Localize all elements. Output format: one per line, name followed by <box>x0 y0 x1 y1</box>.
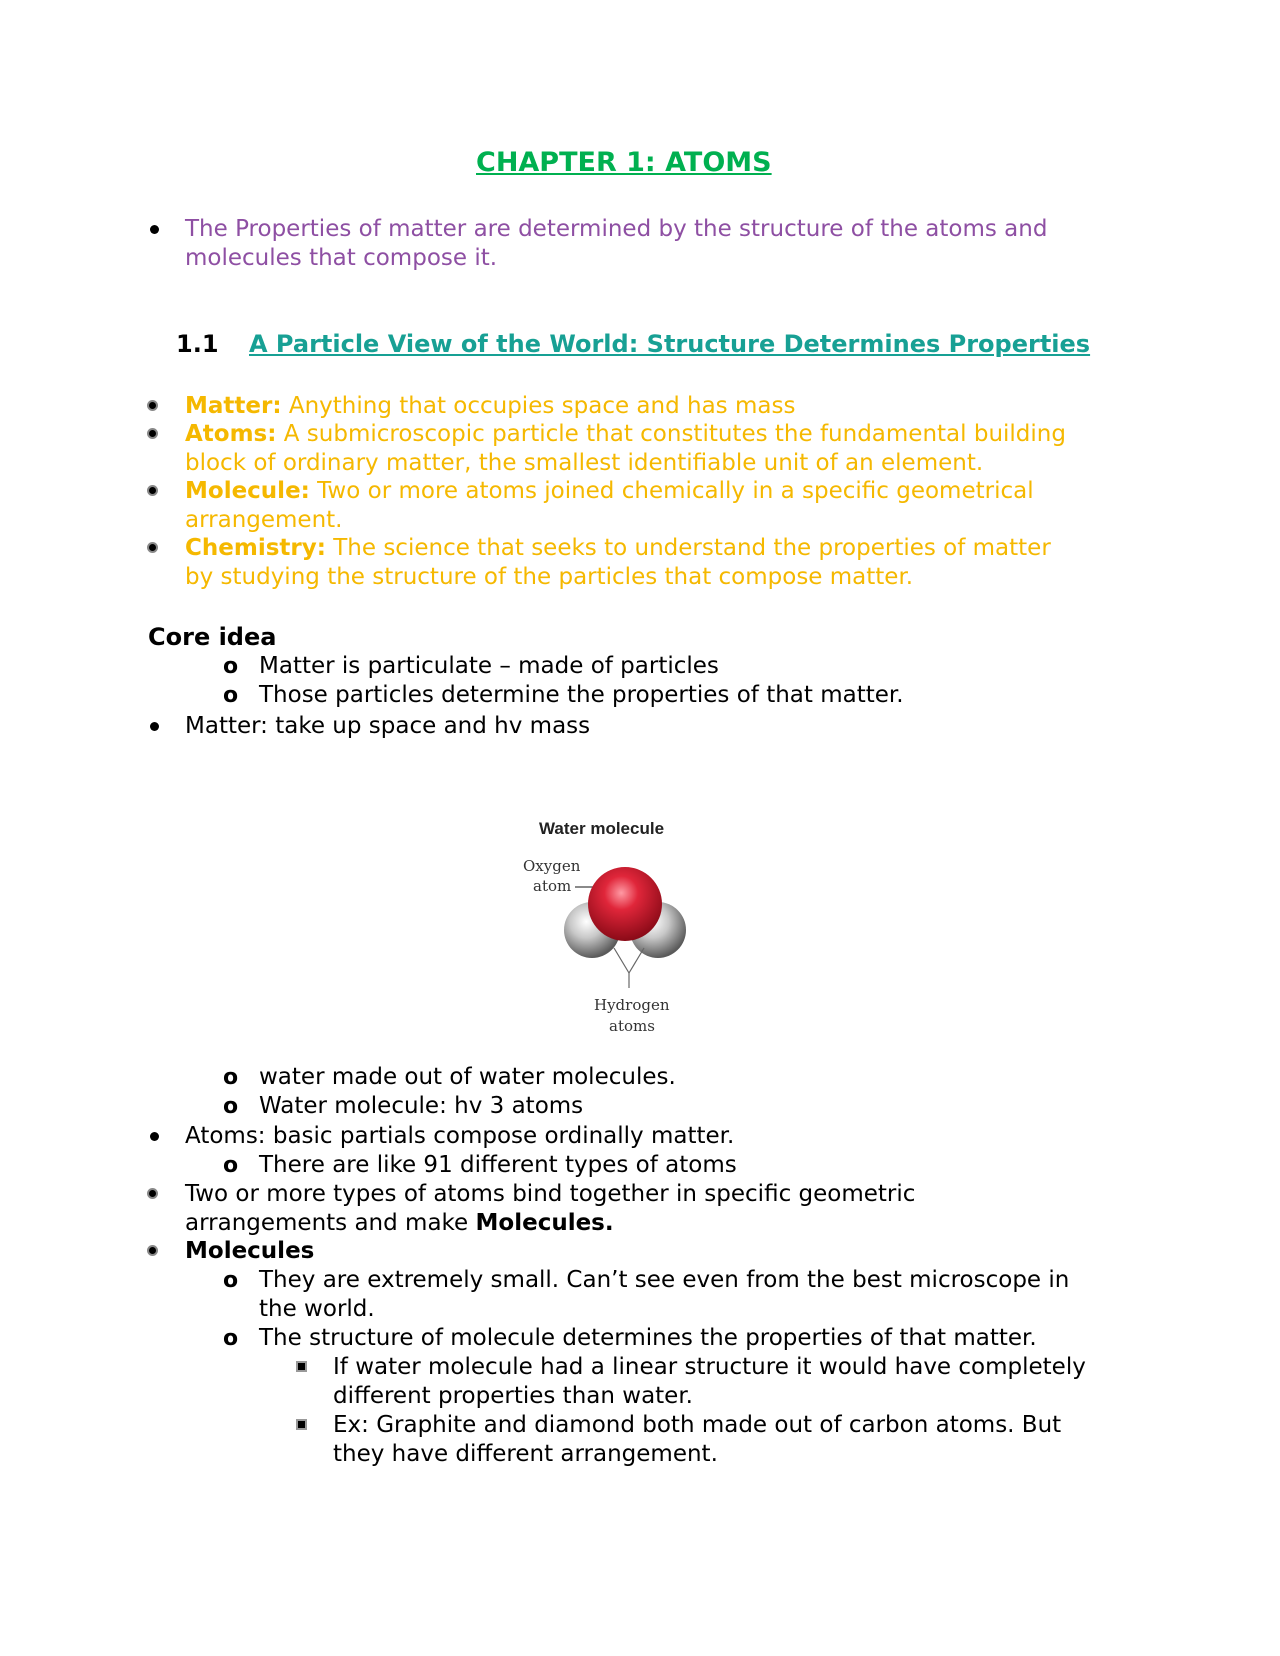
bullet-square <box>298 1363 305 1370</box>
section-number: 1.1 <box>176 330 219 358</box>
core-bullet: Matter: take up space and hv mass <box>185 713 591 739</box>
definition-chemistry <box>185 534 1051 563</box>
molecules-sq-1-cont: different properties than water. <box>333 1383 693 1409</box>
molecules-sq-1: If water molecule had a linear structure it would have completely <box>333 1354 1086 1380</box>
bullet-square <box>298 1421 305 1428</box>
definition-atoms <box>185 420 1066 449</box>
note-bind-line-2 <box>185 1209 614 1238</box>
bullet-o: o <box>223 1268 239 1293</box>
bullet-o: o <box>223 1094 239 1119</box>
figure-title: Water molecule <box>539 819 665 838</box>
bullet-dot <box>150 225 159 234</box>
bullet-ring <box>149 1190 156 1197</box>
note-water-1: water made out of water molecules. <box>259 1064 676 1090</box>
bullet-dot <box>150 1132 159 1141</box>
hydrogen-label: Hydrogen <box>594 996 670 1014</box>
oxygen-label-atom: atom <box>533 877 572 895</box>
note-atoms-sub: There are like 91 different types of atoms <box>259 1152 737 1178</box>
bullet-o: o <box>223 654 239 679</box>
bullet-ring <box>149 430 156 437</box>
molecules-sub-1: They are extremely small. Can’t see even from the best microscope in <box>259 1267 1070 1293</box>
definition-chemistry-cont: by studying the structure of the particles that compose matter. <box>185 564 914 590</box>
definition-text: A submicroscopic particle that constitutes the fundamental building <box>276 421 1066 447</box>
definition-term: Matter: <box>185 393 282 419</box>
hydrogen-label-atoms: atoms <box>609 1017 655 1035</box>
definition-molecule-cont: arrangement. <box>185 507 343 533</box>
core-item-2: Those particles determine the properties of that matter. <box>259 682 904 708</box>
definition-text: Anything that occupies space and has mass <box>281 393 796 419</box>
definition-text: The science that seeks to understand the properties of matter <box>325 535 1051 561</box>
molecules-sq-2-cont: they have different arrangement. <box>333 1441 718 1467</box>
note-bind-line-1: Two or more types of atoms bind together in specific geometric <box>185 1181 916 1207</box>
note-atoms: Atoms: basic partials compose ordinally matter. <box>185 1123 735 1149</box>
bullet-o: o <box>223 683 239 708</box>
bullet-ring <box>149 544 156 551</box>
definition-term: Chemistry: <box>185 535 326 561</box>
bullet-o: o <box>223 1065 239 1090</box>
note-bind-bold: Molecules. <box>475 1210 614 1236</box>
molecules-heading: Molecules <box>185 1238 315 1264</box>
definition-molecule <box>185 477 1034 506</box>
bullet-ring <box>149 1247 156 1254</box>
bullet-o: o <box>223 1326 239 1351</box>
molecules-sub-1-cont: the world. <box>259 1296 375 1322</box>
oxygen-atom <box>588 867 662 941</box>
section-heading: A Particle View of the World: Structure Determines Properties <box>249 330 1091 358</box>
bullet-dot <box>150 722 159 731</box>
oxygen-label: Oxygen <box>523 857 581 875</box>
chapter-title: CHAPTER 1: ATOMS <box>476 147 772 178</box>
definition-term: Molecule: <box>185 478 310 504</box>
note-water-2: Water molecule: hv 3 atoms <box>259 1093 584 1119</box>
intro-line-2: molecules that compose it. <box>185 245 498 271</box>
bullet-o: o <box>223 1153 239 1178</box>
definition-text: Two or more atoms joined chemically in a specific geometrical <box>309 478 1034 504</box>
bullet-ring <box>149 402 156 409</box>
core-idea-heading: Core idea <box>148 623 277 651</box>
definition-matter <box>185 392 795 421</box>
definition-atoms-cont: block of ordinary matter, the smallest identifiable unit of an element. <box>185 450 984 476</box>
bullet-ring <box>149 487 156 494</box>
water-molecule-diagram <box>560 860 700 990</box>
intro-line-1: The Properties of matter are determined by the structure of the atoms and <box>185 216 1048 242</box>
definition-term: Atoms: <box>185 421 277 447</box>
molecules-sq-2: Ex: Graphite and diamond both made out of carbon atoms. But <box>333 1412 1062 1438</box>
note-bind-text: arrangements and make <box>185 1210 476 1236</box>
molecules-sub-2: The structure of molecule determines the properties of that matter. <box>259 1325 1037 1351</box>
core-item-1: Matter is particulate – made of particles <box>259 653 719 679</box>
